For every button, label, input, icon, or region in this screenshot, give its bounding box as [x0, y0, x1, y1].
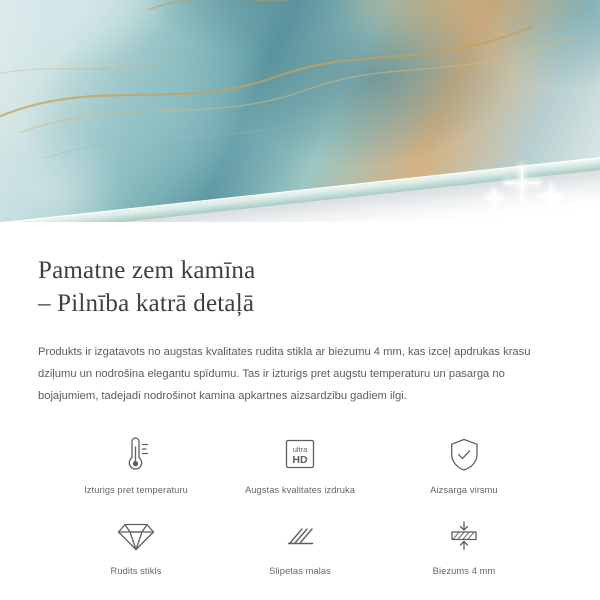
description-text: Produkts ir izgatavots no augstas kvalitates rudita stikla ar biezumu 4 mm, kas izceļ apdrukas krasu dziļumu un nodrošina elegantu spīdumu. Tas ir izturigs pret augstu temperaturu un pasarga no bojajumiem, tadejadi nodrošinot kamina apkartnes aizsardzibu gadiem ilgi. [38, 346, 531, 402]
feature-item-surface-protection [382, 434, 546, 495]
thickness-arrows-icon [444, 515, 484, 557]
feature-grid [38, 434, 562, 576]
feature-item-polished-edges [218, 515, 382, 576]
feature-label: Slipetas malas [269, 565, 331, 576]
feature-label: Izturigs pret temperaturu [84, 484, 188, 495]
svg-text:HD: HD [292, 453, 308, 466]
feature-item-print-quality [218, 434, 382, 495]
headline-line-2: – Pilnība katrā detaļā [38, 290, 255, 317]
feature-label: Aizsarga virsmu [430, 484, 498, 495]
polished-edges-icon [280, 515, 320, 557]
page-title [38, 254, 562, 320]
svg-text:ultra: ultra [292, 444, 308, 454]
thermometer-icon [119, 434, 153, 476]
shield-check-icon [446, 434, 482, 476]
content-area [0, 222, 600, 576]
feature-label: Rudits stikls [110, 565, 162, 576]
feature-label: Biezums 4 mm [432, 565, 496, 576]
glass-panel-artwork [0, 0, 600, 222]
feature-label: Augstas kvalitates izdruka [244, 484, 356, 495]
headline-line-1: Pamatne zem kamīna [38, 257, 256, 284]
feature-item-temperature [54, 434, 218, 495]
diamond-icon [116, 515, 156, 557]
ultra-hd-icon [280, 434, 320, 476]
sparkle-small-icon [486, 190, 502, 206]
sparkle-medium-icon [540, 185, 562, 207]
feature-item-tempered-glass [54, 515, 218, 576]
feature-item-thickness [382, 515, 546, 576]
hero-image [0, 0, 600, 222]
